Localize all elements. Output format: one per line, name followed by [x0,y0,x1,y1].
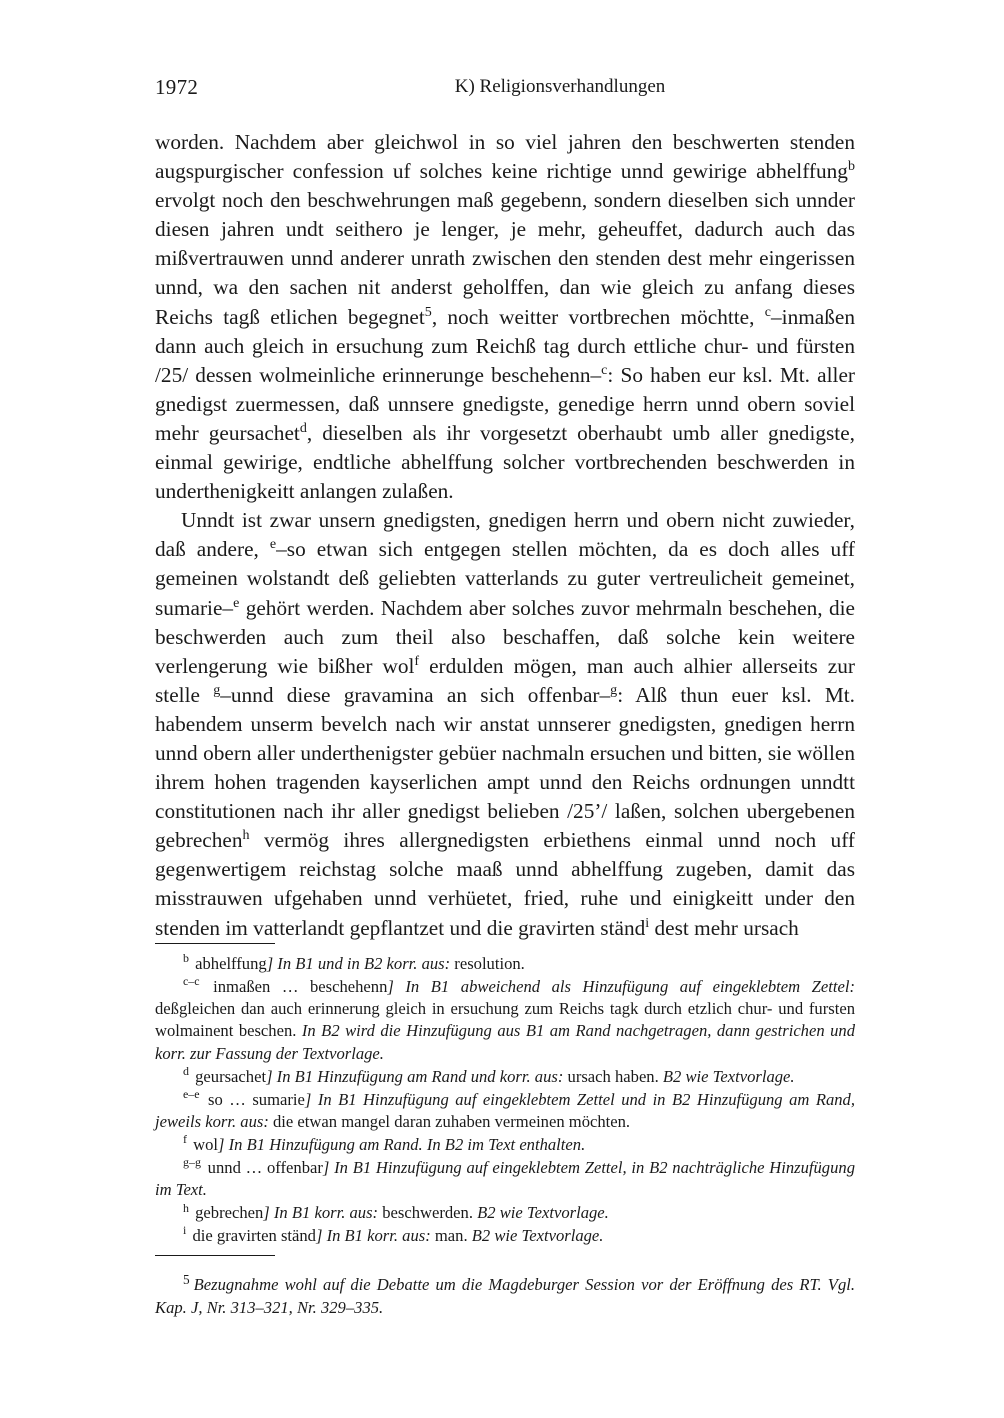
apparatus-divider-rule [155,943,275,944]
editorial-italic: ] In B1 Hinzufügung am Rand. In B2 im Text enthalten. [218,1134,586,1154]
reference-marker: h [242,827,250,844]
text-run: resolution. [450,953,525,973]
apparatus-marker: d [183,1064,189,1079]
text-run: beschwerden. [378,1203,478,1223]
editorial-italic: ] In B1 Hinzufügung auf eingeklebtem Zettel und in B2 Hinzufügung am Rand, jeweils korr. aus: [155,1089,856,1131]
text-run: , noch weitter vortbrechen möchtte, [431,304,765,329]
footnote-section [155,1271,855,1319]
apparatus-note [155,1134,855,1156]
text-run: gehört werden. Nachdem aber solches zuvor mehrmaln beschehen, die beschwerden auch zum theil also beschaffen, daß solche kein weitere verlengerung wie bißher wol [155,595,855,678]
reference-marker: 5 [424,303,432,320]
footnote-text: Bezugnahme wohl auf die Debatte um die Magdeburger Session vor der Eröffnung des RT. Vgl. Kap. J, Nr. 313–321, Nr. 329–335. [155,1275,855,1317]
text-run: vermög ihres allergnedigsten erbiethens einmal unnd noch uff gegenwertigem reichstag solche maaß unnd abhelffung zugeben, damit das misstrauwen ufgehaben unnd verhüetet, fried, ruhe und einigkeitt under den stenden im vatterlandt gepflantzet und die gravirten ständ [155,828,855,940]
text-run: Unndt ist zwar unsern gnedigsten, gnedigen herrn und obern nicht zuwieder, daß andere, [155,508,855,562]
text-run: : Alß thun euer ksl. Mt. habendem unserm bevelch nach wir anstat unnserer gnedigsten, gnedigen herrn unnd obern aller underthenigster gebüer nachmaln ersuchen und bitten, sie wöllen ihrem hohen tragenden kayserlichen ampt unnd den Reichs ordnungen unndtt constitutionen nach ihr aller gnedigst belieben /25’/ laßen, solchen ubergebenen gebrechen [155,682,856,853]
editorial-italic: ] In B1 korr. aus: [263,1203,379,1223]
apparatus-marker: e–e [183,1087,200,1102]
text-run: wol [188,1134,219,1154]
text-run: abhelffung [190,953,267,973]
apparatus-marker: f [183,1132,187,1147]
critical-apparatus [155,953,855,1248]
text-run: die etwan mangel daran zuhaben vermeinen möchten. [268,1111,631,1131]
text-run: man. [430,1226,472,1245]
reference-marker: e [269,536,277,553]
footnote [155,1271,855,1319]
apparatus-note [155,976,855,1066]
text-run: ervolgt noch den beschwehrungen maß gegebenn, sondern dieselben sich unnder diesen jahren undt seithero je lenger, je mehr, geheuffet, dadurch auch das mißvertrauwen unnd anderer unrath zwischen den stenden dest mehr eingerissen unnd, wa den sachen nit anderst geholffen, dan wie gleich zu anfang dieses Reichs tagß etlichen begegnet [155,188,855,329]
page-content [155,72,855,1320]
apparatus-note [155,1157,855,1202]
editorial-italic: ] In B1 abweichend als Hinzufügung auf eingeklebtem Zettel: [387,976,855,996]
text-run: erdulden mögen, man auch alhier allerseits zur stelle [155,653,855,707]
reference-marker: i [645,914,650,931]
text-run: geursachet [190,1066,267,1086]
editorial-italic: ] In B1 korr. aus: [315,1226,431,1245]
apparatus-marker: c–c [183,974,200,988]
running-title: K) Religionsverhandlungen [454,76,666,97]
page-number: 1972 [155,75,199,99]
reference-marker: d [299,419,307,436]
reference-marker: g [610,681,618,698]
editorial-italic: ] In B1 Hinzufügung am Rand und korr. aus: [266,1066,564,1086]
text-run: deßgleichen dan auch erinnerung gleich in ersuchung zum Reichs tagk durch etzlich chur- und fursten wolmainent beschen. [155,998,855,1041]
running-head [155,72,855,102]
body-paragraph [155,506,855,942]
reference-marker: f [414,652,420,669]
apparatus-note [155,1225,855,1247]
editorial-italic: B2 wie Textvorlage. [471,1226,604,1245]
reference-marker: c [601,361,608,378]
editorial-italic: ] In B1 Hinzufügung auf eingeklebtem Zettel, in B2 nachträgliche Hinzufügung im Text. [155,1157,855,1200]
editorial-italic: B2 wie Textvorlage. [477,1203,609,1223]
text-run: –inmaßen dann auch gleich in ersuchung zum Reichß tag durch ettliche chur- und fürsten /25/ dessen wolmeinliche erinnerunge beschehenn– [155,304,855,387]
apparatus-note [155,1066,855,1088]
text-run: die gravirten ständ [188,1226,316,1245]
footnote-divider-rule [155,1255,275,1256]
text-run: : So haben eur ksl. Mt. aller gnedigst zuermessen, daß unnsere gnedigste, genedige herrn unnd obern soviel mehr geursachet [155,362,855,445]
text-run: –unnd diese gravamina an sich offenbar– [220,682,611,707]
text-run: ursach haben. [563,1066,663,1086]
apparatus-note [155,953,855,975]
reference-marker: b [847,158,855,174]
reference-marker: g [213,681,221,698]
body-paragraph [155,128,855,506]
text-run: gebrechen [190,1203,264,1223]
editorial-italic: B2 wie Textvorlage. [662,1066,795,1086]
text-run: dest mehr ursach [649,915,799,940]
text-run: so … sumarie [201,1089,305,1109]
apparatus-marker: h [183,1200,189,1215]
reference-marker: e [233,594,240,611]
text-run: , dieselben als ihr vorgesetzt oberhaubt umb aller gnedigste, einmal gewirige, endtliche abhelffung solcher vortbrechenden beschwerden in underthenigkeitt anlangen zulaßen. [155,420,855,504]
apparatus-marker: b [183,951,189,966]
editorial-italic: In B2 wird die Hinzufügung aus B1 am Rand nachgetragen, dann gestrichen und korr. zur Fassung der Textvorlage. [155,1021,856,1063]
editorial-italic: ] In B1 und in B2 korr. aus: [266,953,451,973]
apparatus-marker: i [183,1223,187,1238]
text-run: –so etwan sich entgegen stellen möchten, da es doch alles uff gemeinen wolstandt deß geliebten vatterlands zu guter vertreulicheit gemeinet, sumarie– [155,537,856,620]
main-text [155,128,855,943]
reference-marker: c [764,303,771,320]
text-run: unnd … offenbar [202,1157,323,1177]
text-run: inmaßen … beschehenn [201,976,388,996]
apparatus-marker: g–g [183,1155,201,1170]
apparatus-note [155,1089,855,1134]
footnote-number: 5 [183,1271,190,1287]
text-run: worden. Nachdem aber gleichwol in so viel jahren den beschwerten stenden augspurgischer confession uf solches keine richtige unnd gewirige abhelffung [155,130,855,184]
apparatus-note [155,1202,855,1224]
